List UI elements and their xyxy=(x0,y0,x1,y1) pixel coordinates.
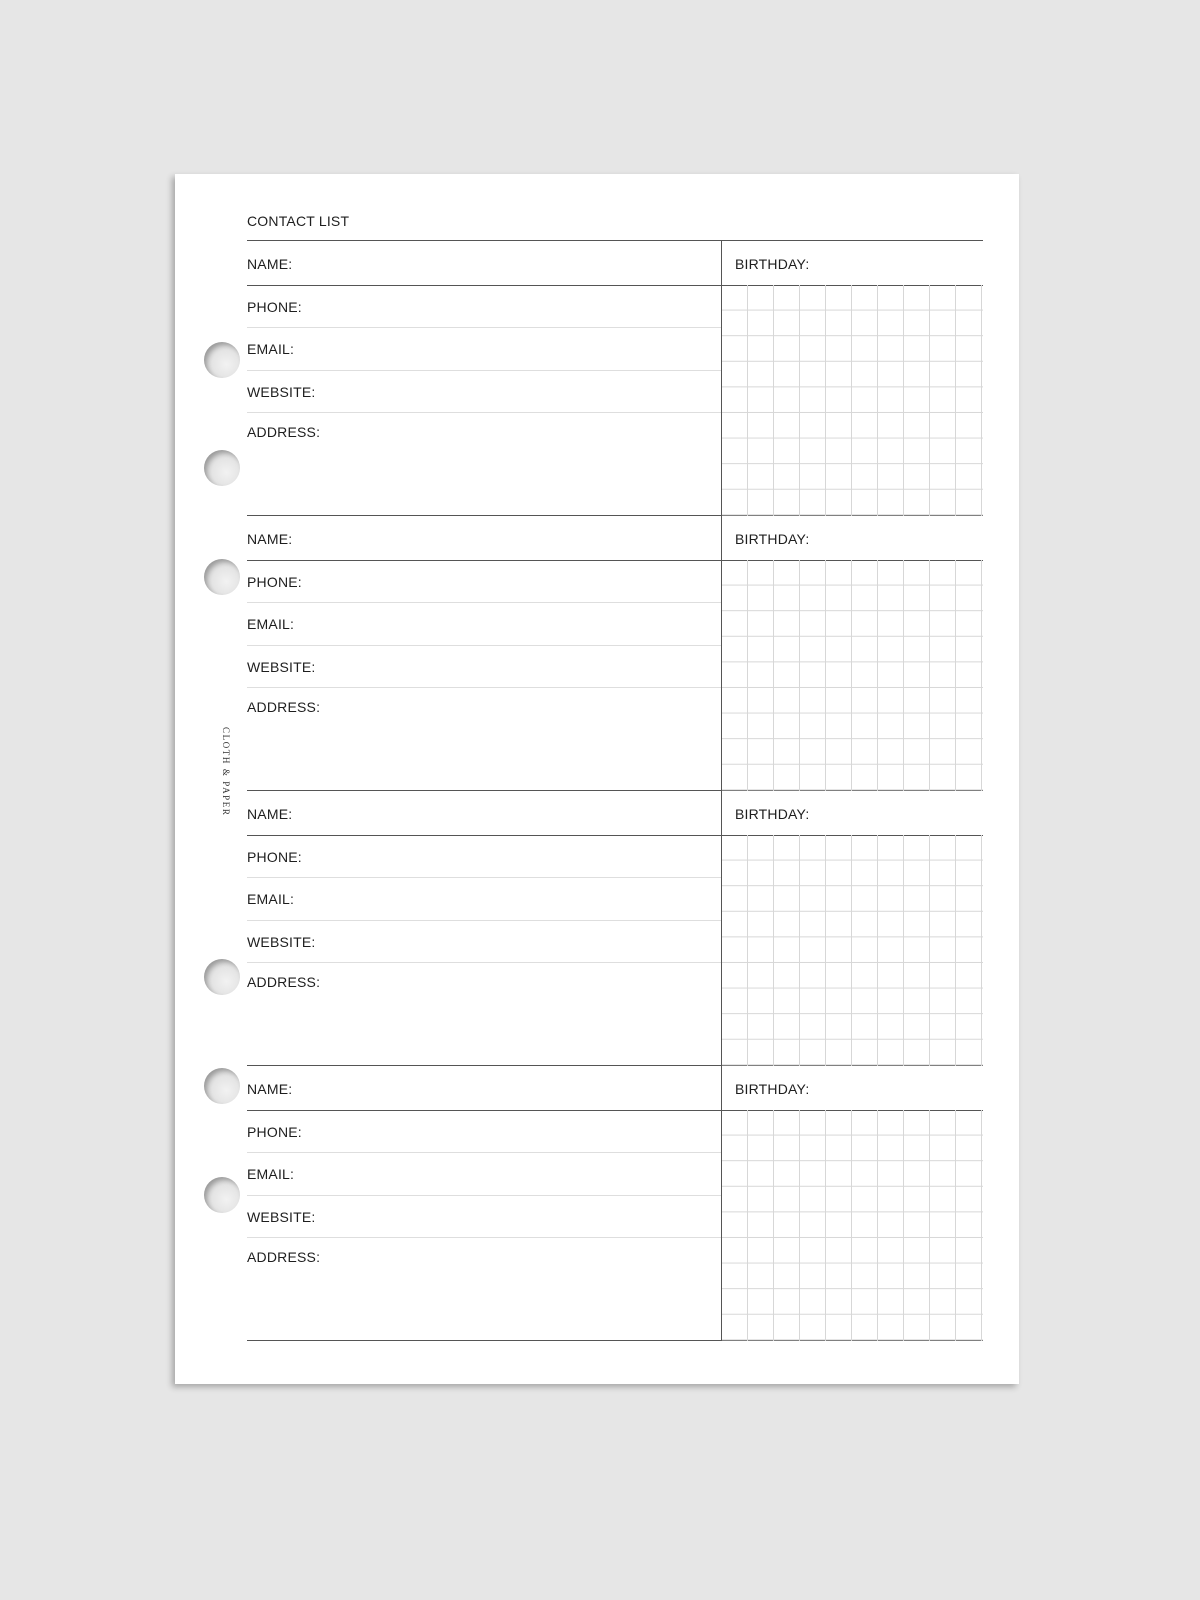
email-label: EMAIL: xyxy=(247,616,295,632)
punch-hole xyxy=(204,342,240,378)
email-rule xyxy=(247,1195,721,1196)
email-label: EMAIL: xyxy=(247,891,295,907)
website-rule xyxy=(247,412,721,413)
website-label: WEBSITE: xyxy=(247,1209,316,1225)
punch-hole xyxy=(204,1068,240,1104)
website-rule xyxy=(247,962,721,963)
punch-hole xyxy=(204,450,240,486)
website-label: WEBSITE: xyxy=(247,659,316,675)
website-label: WEBSITE: xyxy=(247,934,316,950)
contact-block xyxy=(247,241,983,516)
brand-mark: CLOTH & PAPER xyxy=(221,727,231,817)
phone-rule xyxy=(247,1152,721,1153)
website-label: WEBSITE: xyxy=(247,384,316,400)
name-label: NAME: xyxy=(247,531,293,547)
address-label: ADDRESS: xyxy=(247,974,321,990)
contact-block xyxy=(247,1066,983,1341)
email-label: EMAIL: xyxy=(247,341,295,357)
notes-grid xyxy=(722,1110,983,1341)
phone-label: PHONE: xyxy=(247,574,302,590)
address-label: ADDRESS: xyxy=(247,699,321,715)
email-rule xyxy=(247,645,721,646)
name-label: NAME: xyxy=(247,256,293,272)
birthday-label: BIRTHDAY: xyxy=(735,1081,810,1097)
website-rule xyxy=(247,687,721,688)
notes-grid xyxy=(722,285,983,516)
punch-hole xyxy=(204,1177,240,1213)
contact-block xyxy=(247,791,983,1066)
address-label: ADDRESS: xyxy=(247,1249,321,1265)
phone-label: PHONE: xyxy=(247,1124,302,1140)
website-rule xyxy=(247,1237,721,1238)
notes-grid xyxy=(722,560,983,791)
name-label: NAME: xyxy=(247,806,293,822)
email-label: EMAIL: xyxy=(247,1166,295,1182)
planner-sheet xyxy=(175,174,1019,1384)
birthday-label: BIRTHDAY: xyxy=(735,531,810,547)
phone-label: PHONE: xyxy=(247,849,302,865)
address-label: ADDRESS: xyxy=(247,424,321,440)
birthday-label: BIRTHDAY: xyxy=(735,806,810,822)
punch-hole xyxy=(204,959,240,995)
punch-hole xyxy=(204,559,240,595)
name-label: NAME: xyxy=(247,1081,293,1097)
email-rule xyxy=(247,370,721,371)
page-title: CONTACT LIST xyxy=(247,213,350,229)
contact-block xyxy=(247,516,983,791)
phone-rule xyxy=(247,877,721,878)
birthday-label: BIRTHDAY: xyxy=(735,256,810,272)
phone-rule xyxy=(247,327,721,328)
notes-grid xyxy=(722,835,983,1066)
phone-rule xyxy=(247,602,721,603)
phone-label: PHONE: xyxy=(247,299,302,315)
email-rule xyxy=(247,920,721,921)
